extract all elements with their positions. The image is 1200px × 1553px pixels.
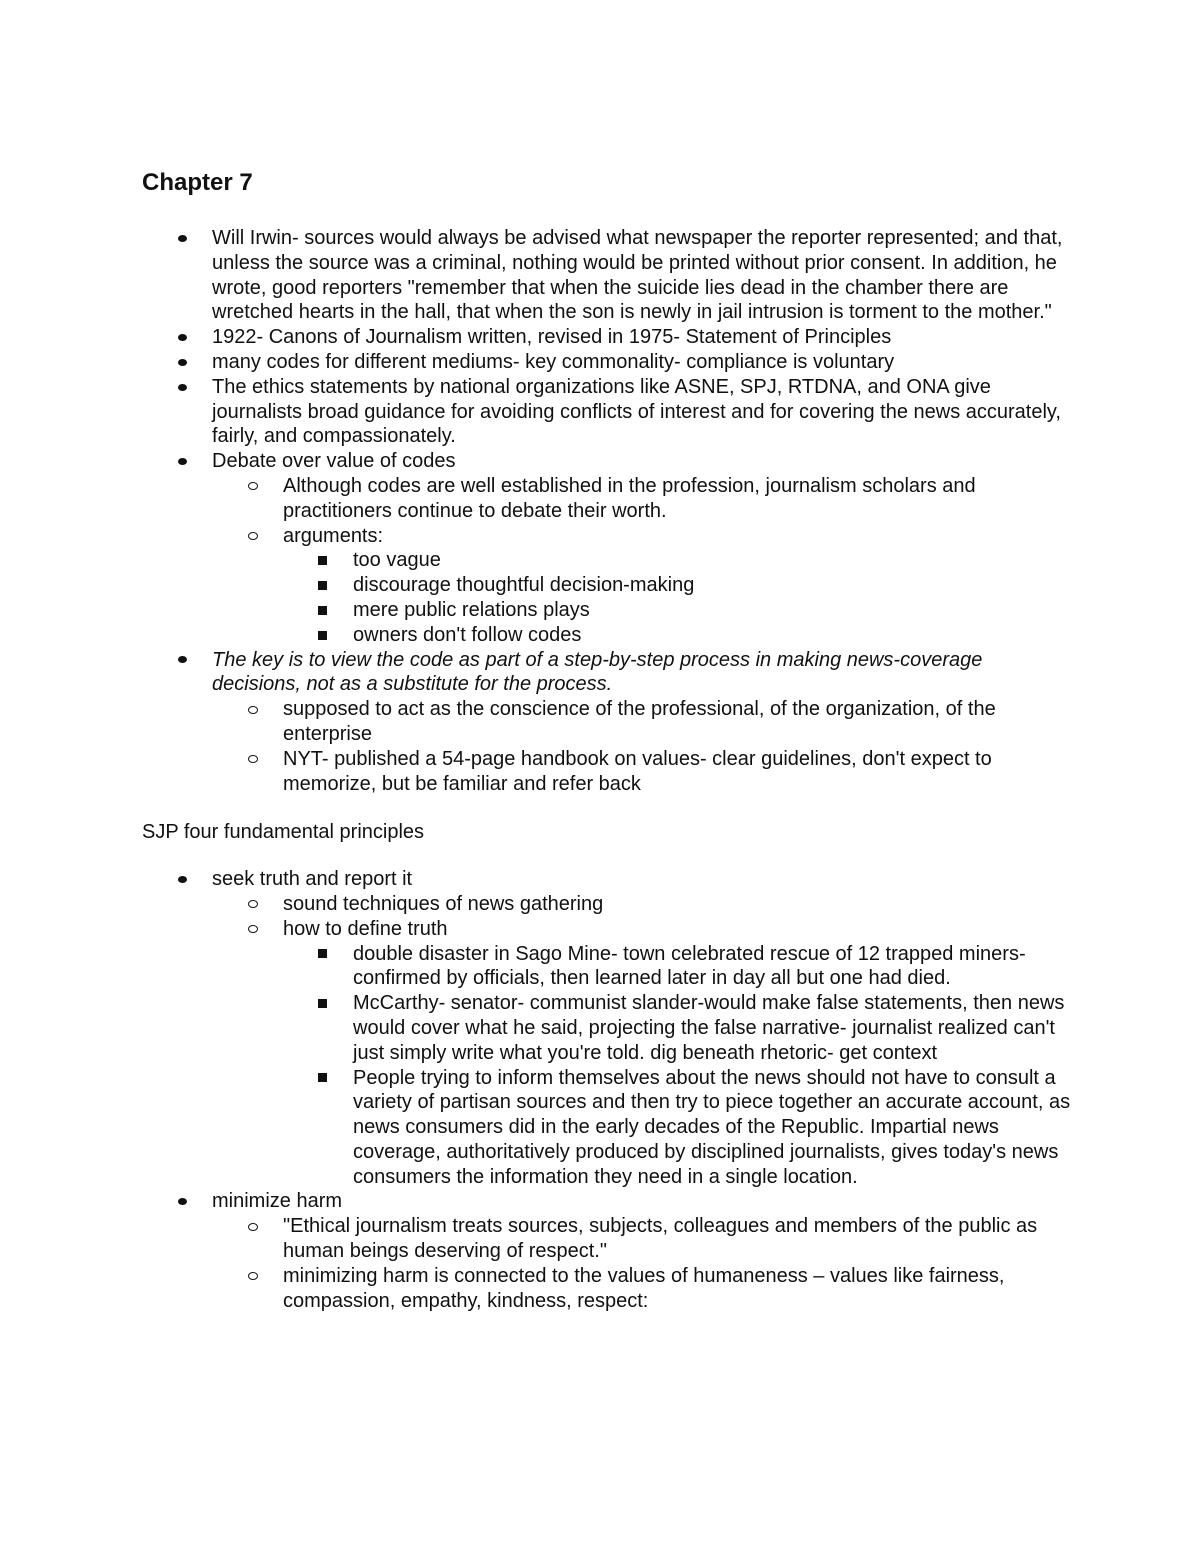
list-item	[142, 548, 1072, 573]
list-item	[142, 697, 1072, 747]
list-item-text: too vague	[353, 549, 441, 572]
list-item	[142, 573, 1072, 598]
list-item	[142, 623, 1072, 648]
list-item	[142, 917, 1072, 942]
list-item	[142, 1189, 1072, 1214]
bullet-dot-icon	[178, 449, 187, 474]
bullet-square-icon	[318, 1066, 327, 1091]
chapter-bullet-list	[142, 226, 1072, 796]
bullet-circle-icon	[248, 524, 258, 549]
list-item	[142, 867, 1072, 892]
list-item-text: owners don't follow codes	[353, 623, 582, 646]
bullet-circle-icon	[248, 474, 258, 499]
list-item-text: how to define truth	[283, 917, 448, 940]
bullet-circle-icon	[248, 747, 258, 772]
bullet-dot-icon	[178, 325, 187, 350]
bullet-square-icon	[318, 991, 327, 1016]
list-item-text: The key is to view the code as part of a step-by-step process in making news-coverage decisions, not as a substitute for the process.	[212, 648, 983, 696]
bullet-circle-icon	[248, 697, 258, 722]
bullet-dot-icon	[178, 1189, 187, 1214]
bullet-circle-icon	[248, 892, 258, 917]
list-item-text: Will Irwin- sources would always be advised what newspaper the reporter represented; and that, unless the source was a criminal, nothing would be printed without prior consent. In addition, he wrote, good reporters "remember that when the suicide lies dead in the chamber there are wretched hearts in the hall, that when the son is newly in jail intrusion is torment to the mother."	[212, 227, 1063, 324]
list-item	[142, 747, 1072, 797]
list-item	[142, 350, 1072, 375]
list-item	[142, 991, 1072, 1065]
list-item-text: minimizing harm is connected to the values of humaneness – values like fairness, compassion, empathy, kindness, respect:	[283, 1264, 1005, 1312]
list-item	[142, 524, 1072, 549]
list-item-text: The ethics statements by national organizations like ASNE, SPJ, RTDNA, and ONA give journalists broad guidance for avoiding conflicts of interest and for covering the news accurately, fairly, and compassionately.	[212, 375, 1061, 448]
list-item-text: 1922- Canons of Journalism written, revised in 1975- Statement of Principles	[212, 326, 892, 349]
bullet-square-icon	[318, 598, 327, 623]
list-item-text: double disaster in Sago Mine- town celebrated rescue of 12 trapped miners-confirmed by officials, then learned later in day all but one had died.	[353, 942, 1026, 990]
bullet-dot-icon	[178, 867, 187, 892]
list-item-text: supposed to act as the conscience of the professional, of the organization, of the enterprise	[283, 698, 996, 745]
list-item	[142, 375, 1072, 449]
list-item	[142, 1066, 1072, 1190]
list-item	[142, 892, 1072, 917]
bullet-square-icon	[318, 942, 327, 967]
bullet-dot-icon	[178, 648, 187, 673]
list-item-text: sound techniques of news gathering	[283, 892, 604, 915]
bullet-circle-icon	[248, 1264, 258, 1289]
list-item-text: seek truth and report it	[212, 868, 413, 891]
list-item	[142, 226, 1072, 325]
list-item-text: many codes for different mediums- key commonality- compliance is voluntary	[212, 350, 895, 373]
list-item-text: NYT- published a 54-page handbook on values- clear guidelines, don't expect to memorize, but be familiar and refer back	[283, 747, 992, 795]
list-item	[142, 1264, 1072, 1314]
list-item-text: Although codes are well established in the profession, journalism scholars and practitioners continue to debate their worth.	[283, 474, 976, 522]
list-item	[142, 474, 1072, 524]
section-heading: SJP four fundamental principles	[142, 821, 425, 844]
bullet-square-icon	[318, 548, 327, 573]
list-item-text: discourage thoughtful decision-making	[353, 574, 695, 597]
chapter-title: Chapter 7	[142, 169, 253, 196]
bullet-square-icon	[318, 623, 327, 648]
list-item-text: McCarthy- senator- communist slander-would make false statements, then news would cover what he said, projecting the false narrative- journalist realized can't just simply write what you're told. dig beneath rhetoric- get context	[353, 992, 1065, 1064]
list-item	[142, 648, 1072, 698]
list-item-text: People trying to inform themselves about the news should not have to consult a variety of partisan sources and then try to piece together an accurate account, as news consumers did in the early decades of the Republic. Impartial news coverage, authoritatively produced by disciplined journalists, gives today's news consumers the information they need in a single location.	[353, 1066, 1071, 1188]
list-item-text: mere public relations plays	[353, 598, 590, 621]
list-item	[142, 325, 1072, 350]
list-item	[142, 449, 1072, 474]
list-item-text: arguments:	[283, 524, 384, 547]
list-item	[142, 598, 1072, 623]
list-item-text: Debate over value of codes	[212, 450, 456, 473]
principles-bullet-list	[142, 867, 1072, 1313]
bullet-dot-icon	[178, 350, 187, 375]
bullet-square-icon	[318, 573, 327, 598]
list-item	[142, 1214, 1072, 1264]
bullet-circle-icon	[248, 1214, 258, 1239]
bullet-dot-icon	[178, 226, 187, 251]
list-item-text: minimize harm	[212, 1190, 343, 1213]
bullet-circle-icon	[248, 917, 258, 942]
list-item-text: "Ethical journalism treats sources, subjects, colleagues and members of the public as human beings deserving of respect."	[283, 1215, 1038, 1263]
list-item	[142, 942, 1072, 992]
bullet-dot-icon	[178, 375, 187, 400]
document-body	[142, 168, 1072, 1313]
